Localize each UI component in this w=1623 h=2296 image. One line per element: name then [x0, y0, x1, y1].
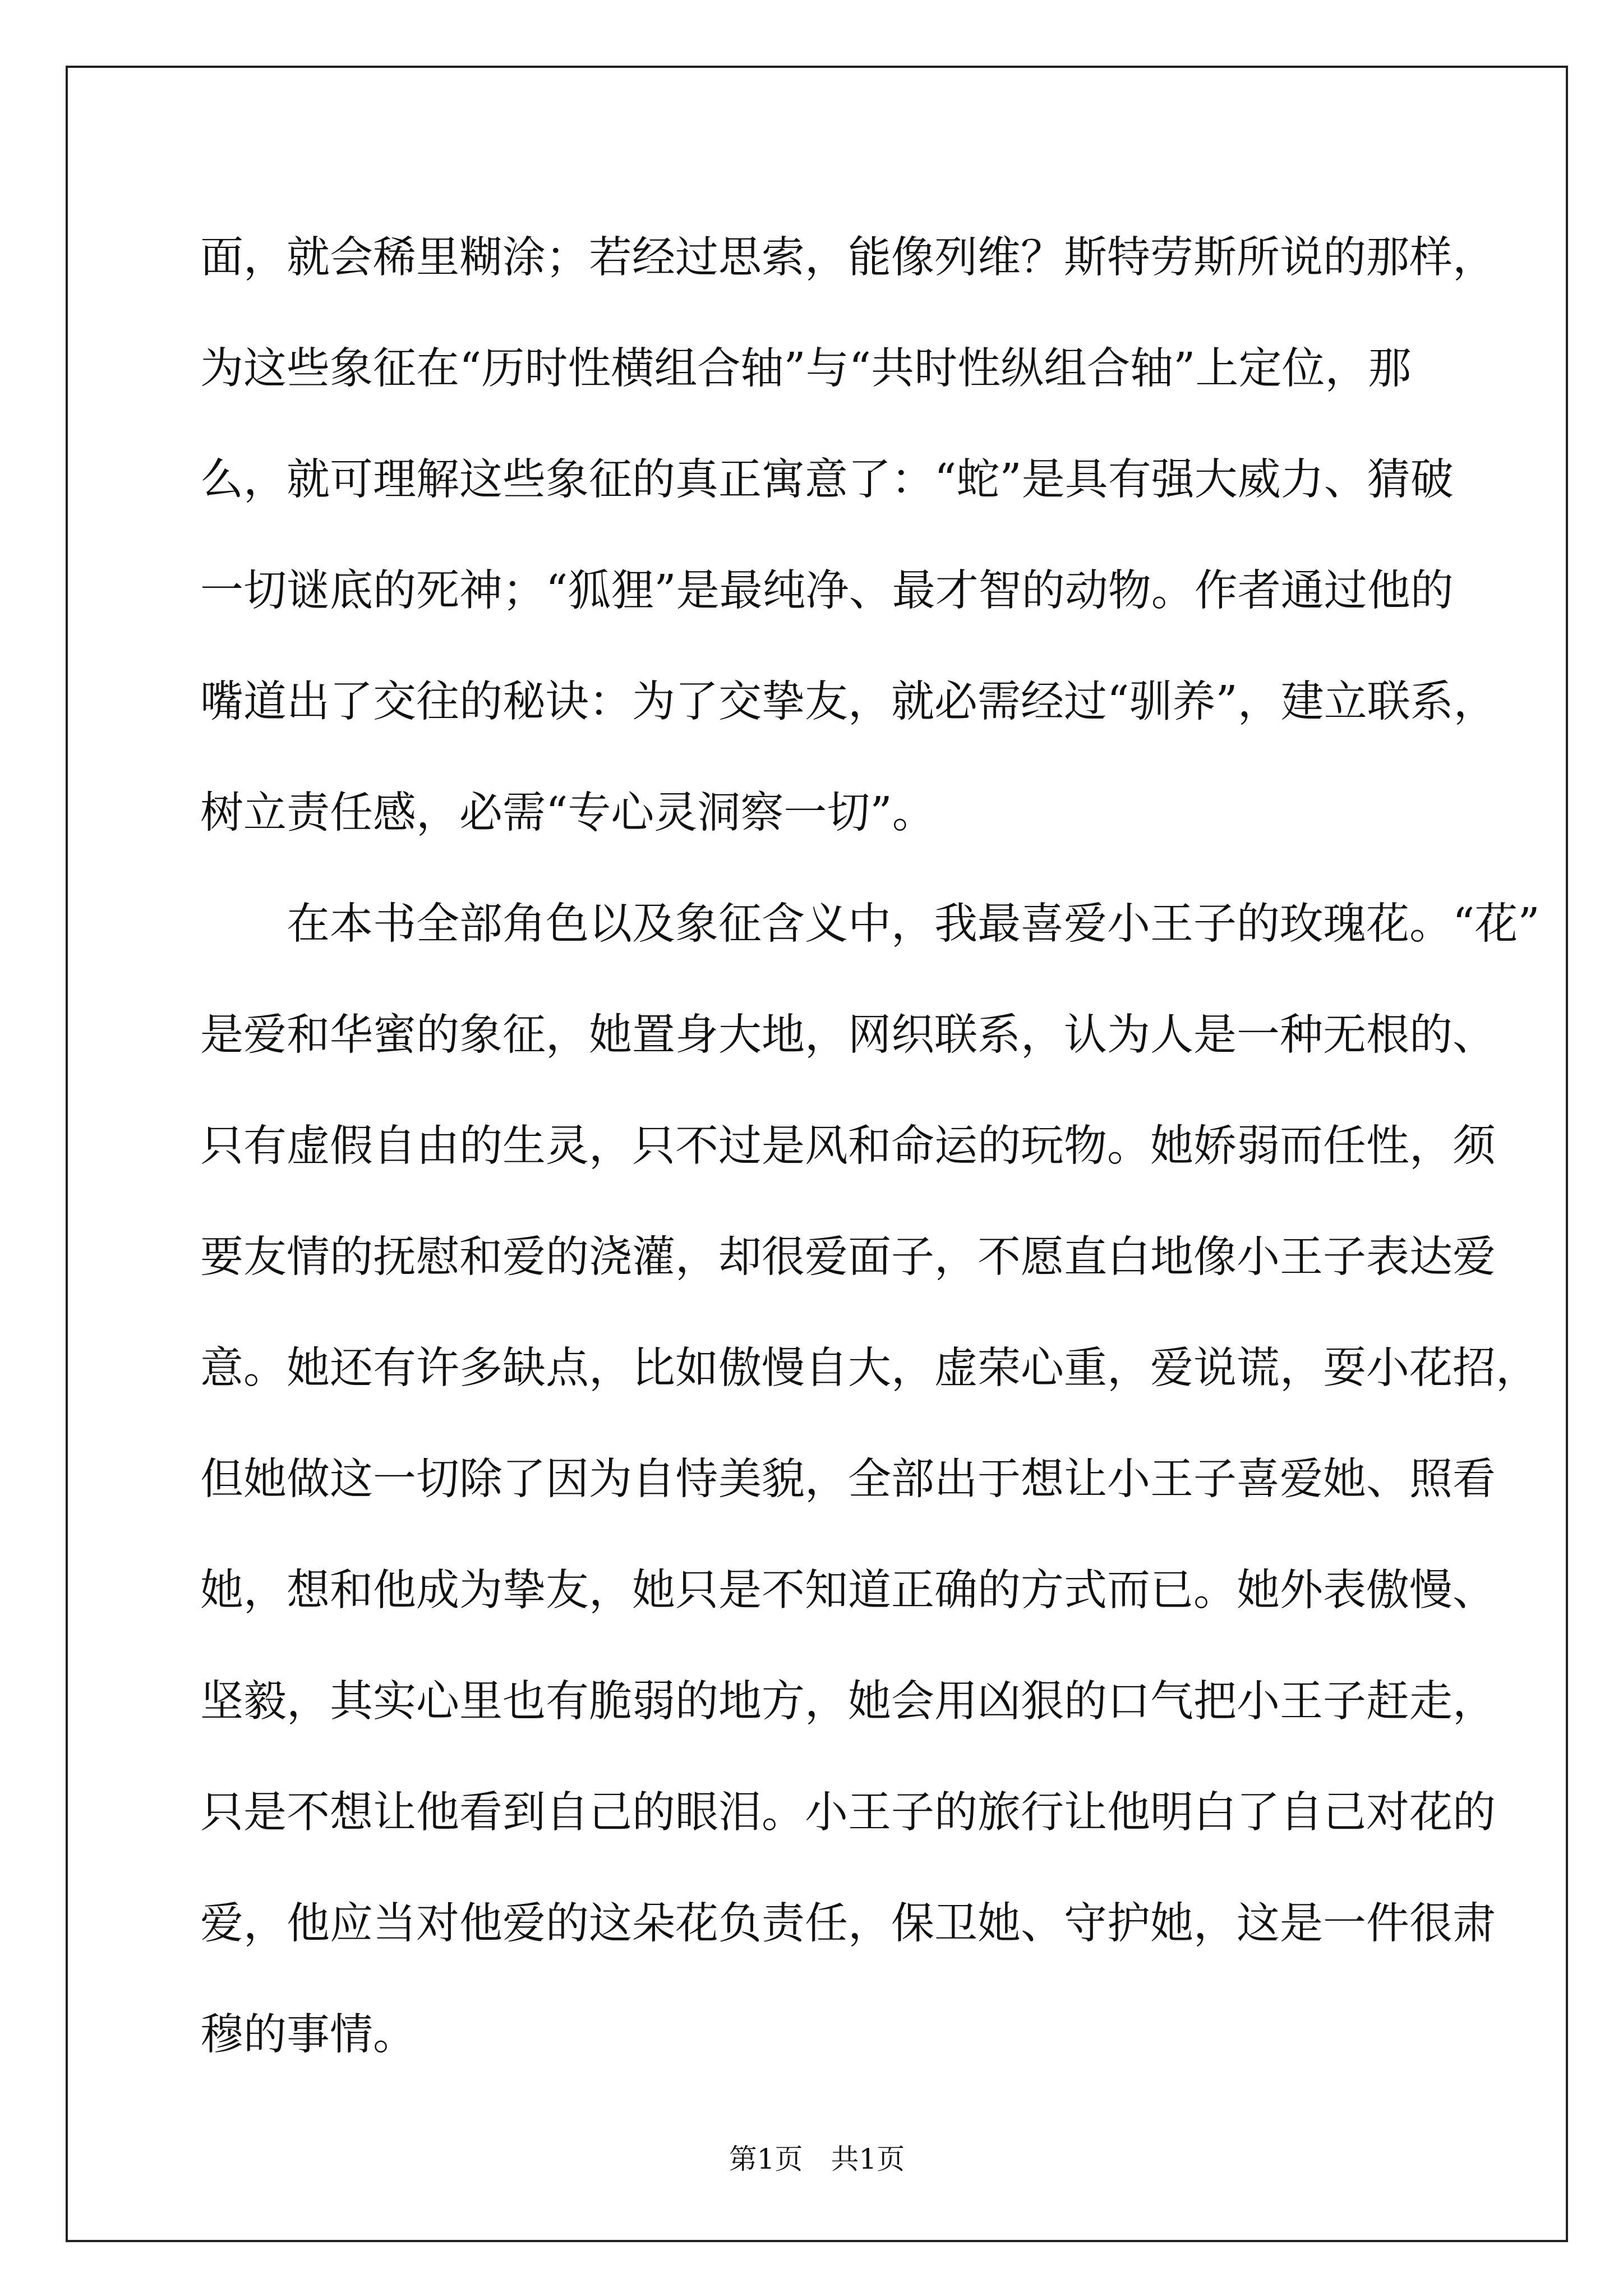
text-line: 嘴道出了交往的秘诀：为了交挚友，就必需经过“驯养”，建立联系， [200, 677, 1497, 727]
text-line: 坚毅，其实心里也有脆弱的地方，她会用凶狠的口气把小王子赶走， [200, 1677, 1496, 1727]
body-text [200, 203, 1540, 2091]
text-line: 只是不想让他看到自己的眼泪。小王子的旅行让他明白了自己对花的 [200, 1788, 1496, 1838]
text-line: 树立责任感，必需“专心灵洞察一切”。 [200, 788, 935, 838]
text-line: 是爱和华蜜的象征，她置身大地，网织联系，认为人是一种无根的、 [200, 1010, 1496, 1060]
text-line: 爱，他应当对他爱的这朵花负责任，保卫她、守护她，这是一件很肃 [200, 1899, 1496, 1949]
document-page [66, 66, 1568, 2242]
text-line: 么，就可理解这些象征的真正寓意了：“蛇”是具有强大威力、猜破 [200, 455, 1454, 505]
text-line: 在本书全部角色以及象征含义中，我最喜爱小王子的玫瑰花。“花” [200, 899, 1540, 949]
text-line: 要友情的抚慰和爱的浇灌，却很爱面子，不愿直白地像小王子表达爱 [200, 1232, 1496, 1282]
text-line: 但她做这一切除了因为自恃美貌，全部出于想让小王子喜爱她、照看 [200, 1455, 1496, 1504]
text-line: 她，想和他成为挚友，她只是不知道正确的方式而已。她外表傲慢、 [200, 1566, 1496, 1616]
page-number-footer: 第1页 共1页 [728, 2143, 905, 2175]
text-line: 意。她还有许多缺点，比如傲慢自大，虚荣心重，爱说谎，耍小花招， [200, 1343, 1539, 1393]
text-line: 为这些象征在“历时性横组合轴”与“共时性纵组合轴”上定位，那 [200, 344, 1412, 394]
text-line: 穆的事情。 [200, 2010, 416, 2060]
text-line: 面，就会稀里糊涂；若经过思索，能像列维？斯特劳斯所说的那样， [200, 233, 1496, 283]
text-line: 只有虚假自由的生灵，只不过是风和命运的玩物。她娇弱而任性，须 [200, 1121, 1496, 1171]
text-line: 一切谜底的死神；“狐狸”是最纯净、最才智的动物。作者通过他的 [200, 566, 1454, 616]
